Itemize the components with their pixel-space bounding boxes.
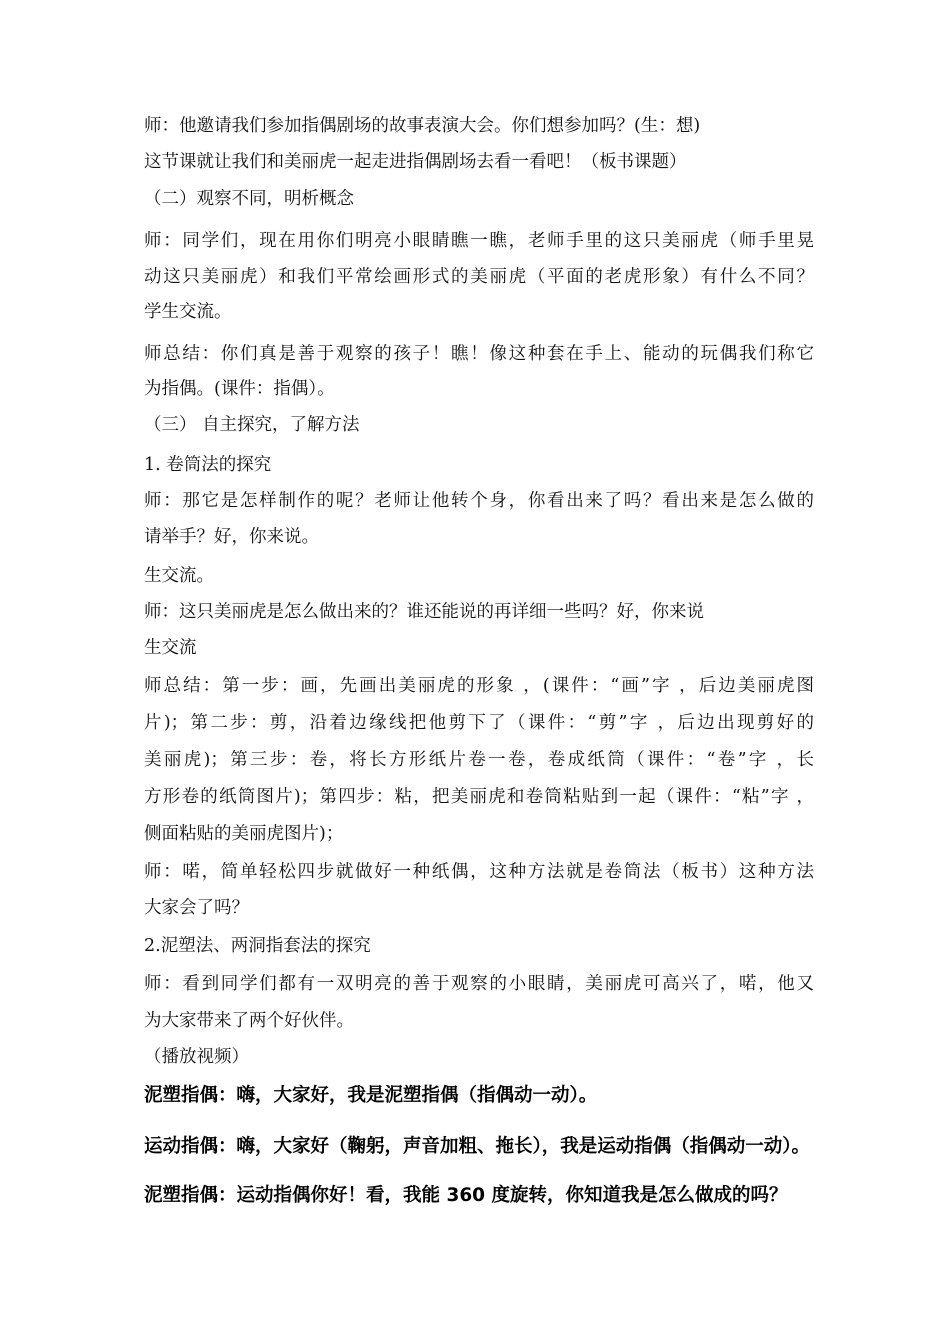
paragraph-line: 师：那它是怎样制作的呢？老师让他转个身，你看出来了吗？看出来是怎么做的 <box>144 491 814 511</box>
subsection-heading: 1. 卷筒法的探究 <box>144 455 272 475</box>
paragraph-line: 师：喏，简单轻松四步就做好一种纸偶，这种方法就是卷筒法（板书）这种方法 <box>144 862 814 882</box>
paragraph-line: 师总结：第一步：画，先画出美丽虎的形象 ，(课件：“画”字 ，后边美丽虎图 <box>144 676 814 696</box>
paragraph-line: 大家会了吗？ <box>144 898 249 918</box>
paragraph-line: 这节课就让我们和美丽虎一起走进指偶剧场去看一看吧！（板书课题） <box>144 152 687 172</box>
paragraph-line: 侧面粘贴的美丽虎图片)； <box>144 824 344 844</box>
paragraph-line: 师：他邀请我们参加指偶剧场的故事表演大会。你们想参加吗？(生：想) <box>144 116 701 136</box>
paragraph-line: 动这只美丽虎）和我们平常绘画形式的美丽虎（平面的老虎形象）有什么不同？ <box>144 267 814 287</box>
dialogue-line: 运动指偶：嗨，大家好（鞠躬，声音加粗、拖长），我是运动指偶（指偶动一动）。 <box>144 1136 811 1157</box>
paragraph-line: （播放视频） <box>144 1047 249 1067</box>
dialogue-line: 泥塑指偶：运动指偶你好！看，我能 360 度旋转，你知道我是怎么做成的吗？ <box>144 1185 788 1206</box>
paragraph-line: 方形卷的纸筒图片)；第四步：粘，把美丽虎和卷筒粘贴到一起（课件：“粘”字 ， <box>144 787 814 807</box>
paragraph-line: 片)；第二步：剪，沿着边缘线把他剪下了（课件：“剪”字 ，后边出现剪好的 <box>144 713 814 733</box>
paragraph-line: 师：同学们，现在用你们明亮小眼睛瞧一瞧，老师手里的这只美丽虎（师手里晃 <box>144 231 814 251</box>
paragraph-line: 学生交流。 <box>144 302 232 322</box>
subsection-heading: 2.泥塑法、两洞指套法的探究 <box>144 936 371 956</box>
section-heading: （三） 自主探究，了解方法 <box>144 415 360 435</box>
paragraph-line: 为指偶。(课件：指偶）。 <box>144 379 335 399</box>
paragraph-line: 师：看到同学们都有一双明亮的善于观察的小眼睛，美丽虎可高兴了，喏，他又 <box>144 974 814 994</box>
paragraph-line: 生交流。 <box>144 566 214 586</box>
paragraph-line: 美丽虎)；第三步：卷，将长方形纸片卷一卷，卷成纸筒（课件：“卷”字 ，长 <box>144 750 814 770</box>
paragraph-line: 生交流 <box>144 638 197 658</box>
paragraph-line: 师总结：你们真是善于观察的孩子！瞧！像这种套在手上、能动的玩偶我们称它 <box>144 344 814 364</box>
dialogue-line: 泥塑指偶：嗨，大家好，我是泥塑指偶（指偶动一动）。 <box>144 1085 598 1106</box>
paragraph-line: 请举手？好，你来说。 <box>144 527 319 547</box>
paragraph-line: 为大家带来了两个好伙伴。 <box>144 1011 354 1031</box>
paragraph-line: 师：这只美丽虎是怎么做出来的？谁还能说的再详细一些吗？好，你来说 <box>144 602 704 622</box>
section-heading: （二）观察不同，明析概念 <box>144 189 354 209</box>
